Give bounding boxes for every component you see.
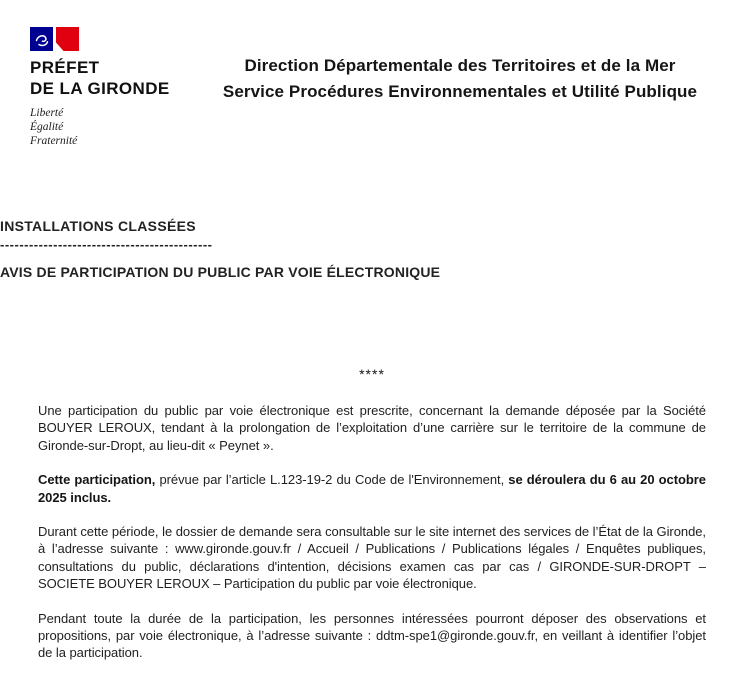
dashed-separator: --------------------------------------------	[0, 237, 213, 252]
prefecture-name-line2: DE LA GIRONDE	[30, 79, 170, 98]
paragraph-dates	[38, 471, 706, 506]
prefecture-name	[30, 57, 170, 99]
notice-body	[38, 402, 706, 679]
motto-fraternite: Fraternité	[30, 135, 78, 147]
prefecture-name-line1: PRÉFET	[30, 58, 100, 77]
motto-liberte: Liberté	[30, 107, 64, 119]
motto-egalite: Égalité	[30, 121, 64, 133]
service-header	[200, 53, 720, 105]
service-header-line1: Direction Départementale des Territoires et de la Mer	[244, 56, 676, 75]
dates-regular-text: prévue par l’article L.123-19-2 du Code de l'Environnement,	[155, 472, 509, 488]
dates-bold-period: se déroulera du 6 au 20 octobre 2025 inclus.	[38, 472, 706, 505]
notice-main-title: AVIS DE PARTICIPATION DU PUBLIC PAR VOIE ÉLECTRONIQUE	[0, 264, 441, 280]
republic-motto	[30, 106, 170, 148]
marianne-flag-icon	[30, 27, 80, 53]
paragraph-consultation: Durant cette période, le dossier de demande sera consultable sur le site internet des services de l’État de la Gironde, à l’adresse suivante : www.gironde.gouv.fr / Accueil / Publications / Publications légales / Enquêtes publiques, consultations du public, déclarations d'intention, décisions examen cas par cas / GIRONDE-SUR-DROPT – SOCIETE BOUYER LEROUX – Participation du public par voie électronique.	[38, 524, 706, 592]
notice-category-title: INSTALLATIONS CLASSÉES	[0, 218, 196, 234]
service-header-line2: Service Procédures Environnementales et Utilité Publique	[222, 82, 698, 101]
dates-bold-lead: Cette participation,	[38, 472, 156, 488]
stars-separator: ****	[359, 366, 385, 382]
paragraph-observations: Pendant toute la durée de la participation, les personnes intéressées pourront déposer des observations et propositions, par voie électronique, à l’adresse suivante : ddtm-spe1@gironde.gouv.fr, en veillant à identifier l’objet de la participation.	[38, 610, 706, 661]
prefecture-logo	[30, 27, 170, 148]
paragraph-intro: Une participation du public par voie électronique est prescrite, concernant la demande déposée par la Société BOUYER LEROUX, tendant à la prolongation de l’exploitation d’une carrière sur le territoire de la commune de Gironde-sur-Dropt, au lieu-dit « Peynet ».	[38, 403, 706, 453]
